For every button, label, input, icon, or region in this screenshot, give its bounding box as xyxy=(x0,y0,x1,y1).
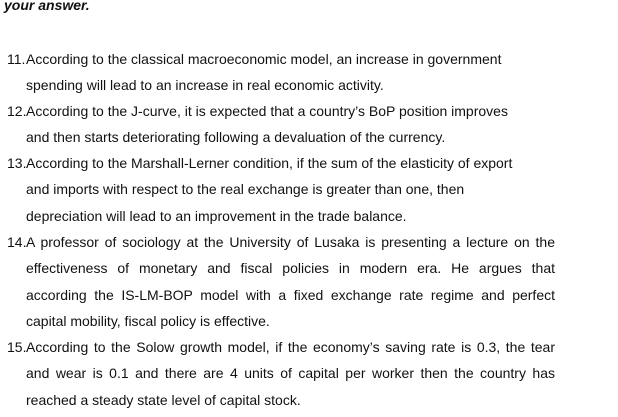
statement-11 xyxy=(7,46,555,99)
statement-line: spending will lead to an increase in real economic activity. xyxy=(26,77,384,94)
statement-number: 15. xyxy=(7,339,27,355)
statement-line: According to the classical macroeconomic model, an increase in government xyxy=(26,51,502,67)
statement-12 xyxy=(7,98,555,151)
statement-line: capital mobility, fiscal policy is effective. xyxy=(26,312,270,329)
statement-line: effectiveness of monetary and fiscal policies in modern era. He argues that xyxy=(26,260,555,277)
instructions-header: your answer. xyxy=(4,0,90,13)
statement-line: depreciation will lead to an improvement in the trade balance. xyxy=(26,207,407,224)
statement-line: According to the J-curve, it is expected that a country’s BoP position improves xyxy=(26,103,508,119)
statement-line: reached a steady state level of capital stock. xyxy=(26,391,301,408)
statement-line: A professor of sociology at the University of Lusaka is presenting a lecture on the xyxy=(26,234,555,250)
statement-number: 13. xyxy=(7,155,27,171)
statement-number: 11. xyxy=(7,51,26,67)
statement-13 xyxy=(7,150,555,229)
statement-14 xyxy=(7,229,555,334)
statement-line: According to the Marshall-Lerner condition, if the sum of the elasticity of export xyxy=(26,155,513,171)
statement-line: and wear is 0.1 and there are 4 units of capital per worker then the country has xyxy=(26,365,555,382)
statement-line: and then starts deteriorating following a devaluation of the currency. xyxy=(26,129,446,146)
statement-number: 14. xyxy=(7,234,27,250)
statement-15 xyxy=(7,334,555,413)
statement-line: and imports with respect to the real exchange is greater than one, then xyxy=(26,181,465,198)
statement-line: according the IS-LM-BOP model with a fixed exchange rate regime and perfect xyxy=(26,286,555,303)
statement-number: 12. xyxy=(7,103,27,119)
statement-line: According to the Solow growth model, if the economy’s saving rate is 0.3, the tear xyxy=(26,339,555,355)
